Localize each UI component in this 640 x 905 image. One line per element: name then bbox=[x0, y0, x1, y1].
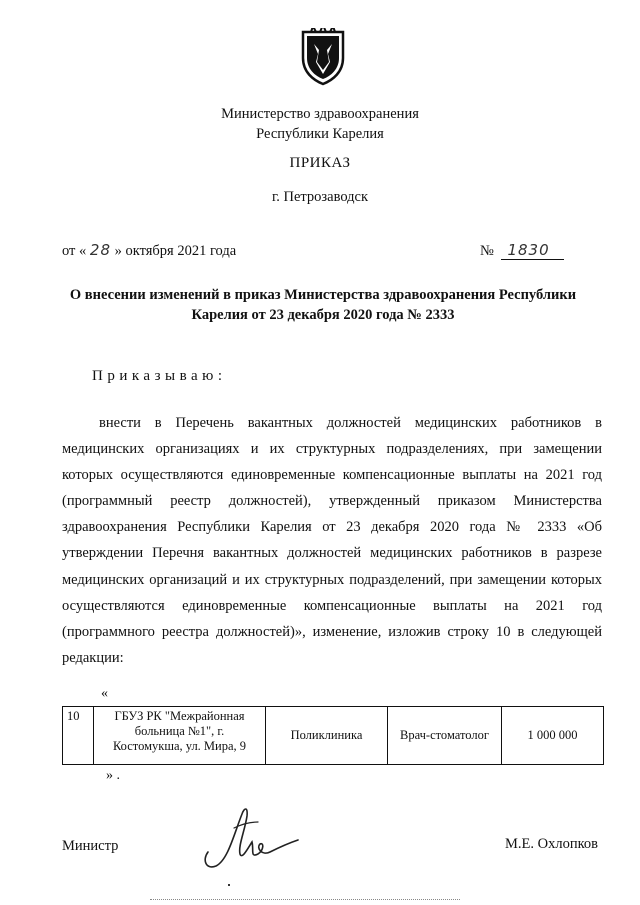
subject-line-2: Карелия от 23 декабря 2020 года № 2333 bbox=[191, 307, 455, 323]
cell-organization bbox=[94, 707, 266, 765]
scan-dotted-edge bbox=[150, 899, 460, 900]
order-date bbox=[62, 241, 236, 260]
org-line-1: ГБУЗ РК "Межрайонная bbox=[114, 709, 245, 723]
ministry-line-1: Министерство здравоохранения bbox=[221, 106, 419, 122]
registry-table bbox=[62, 706, 604, 765]
date-day-handwritten: 28 bbox=[89, 241, 111, 259]
signatory-name: М.Е. Охлопков bbox=[505, 836, 598, 852]
number-sign: № bbox=[480, 243, 494, 259]
order-word: Приказываю: bbox=[92, 368, 227, 384]
cell-unit: Поликлиника bbox=[266, 707, 388, 765]
table-quote-close: » . bbox=[106, 768, 120, 783]
ministry-line-2: Республики Карелия bbox=[256, 126, 384, 142]
document-type: ПРИКАЗ bbox=[289, 155, 351, 171]
order-paragraph: внести в Перечень вакантных должностей медицинских работников в медицинских организациях и их структурных подразделениях, при замещении которых осуществляются единовременные компенсационные выплаты на 2021 год (программный реестр должностей), утвержденный приказом Министерства здравоохранения Республики Карелия от 23 декабря 2020 года № 2333 «Об утверждении Перечня вакантных должностей медицинских работников в разрезе медицинских организаций и их структурных подразделений, при замещении которых осуществляются единовременные компенсационные выплаты на 2021 год (программного реестра должностей)», изменение, изложив строку 10 в следующей редакции: bbox=[62, 415, 602, 666]
order-body bbox=[62, 410, 602, 671]
city: г. Петрозаводск bbox=[271, 189, 369, 205]
coat-of-arms-emblem bbox=[299, 28, 347, 86]
subject-line-1: О внесении изменений в приказ Министерства здравоохранения Республики bbox=[69, 287, 577, 303]
cell-amount: 1 000 000 bbox=[502, 707, 604, 765]
date-suffix: » октября 2021 года bbox=[114, 243, 237, 259]
org-line-2: больница №1", г. bbox=[134, 724, 225, 738]
handwritten-signature bbox=[198, 800, 308, 872]
order-number-handwritten: 1830 bbox=[501, 241, 563, 260]
order-number bbox=[480, 241, 564, 260]
table-quote-open: « bbox=[101, 686, 108, 701]
order-subject bbox=[40, 285, 606, 325]
ministry-name bbox=[0, 104, 640, 144]
org-line-3: Костомукша, ул. Мира, 9 bbox=[112, 739, 247, 753]
signatory-title: Министр bbox=[62, 838, 119, 854]
date-prefix: от « bbox=[62, 243, 87, 259]
cell-position: Врач-стоматолог bbox=[388, 707, 502, 765]
scan-speck bbox=[228, 884, 230, 886]
table-row bbox=[63, 707, 604, 765]
cell-row-number: 10 bbox=[63, 707, 94, 765]
